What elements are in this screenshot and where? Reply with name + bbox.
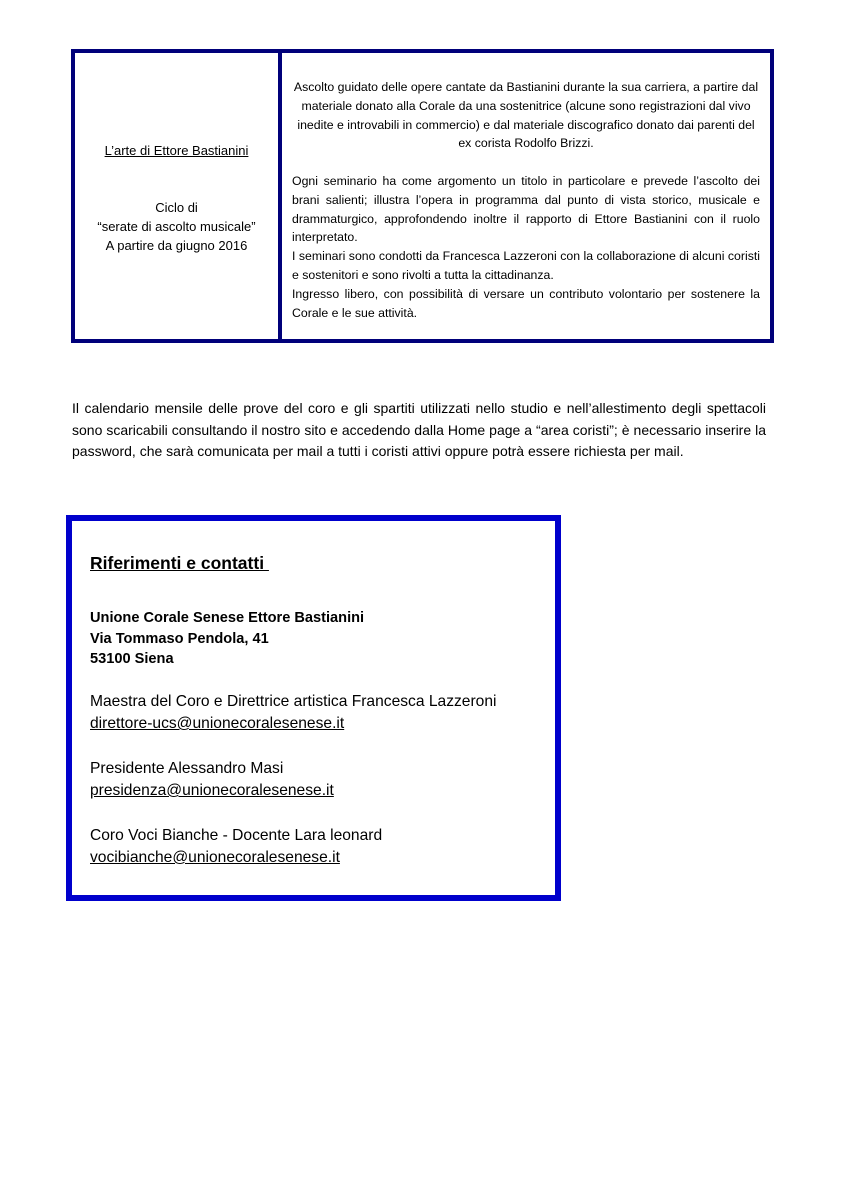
event-description-details: Ingresso libero, con possibilità di versare un contributo volontario per sostenere la Corale e le sue attività. xyxy=(292,286,760,320)
contact-email-link[interactable]: vocibianche@unionecoralesenese.it xyxy=(90,849,340,866)
contact-email-link[interactable]: direttore-ucs@unionecoralesenese.it xyxy=(90,715,345,732)
contact-role: Coro Voci Bianche - Docente Lara leonard xyxy=(90,826,383,844)
contact-children-choir xyxy=(90,825,555,870)
address-line: 53100 Siena xyxy=(90,651,174,667)
event-description-intro: Ascolto guidato delle opere cantate da Bastianini durante la sua carriera, a partire dal materiale donato alla Corale da una sostenitrice (alcune sono registrazioni dal vivo inedite e introvabili in commercio) e dal materiale discografico donato dai parenti del ex corista Rodolfo Brizzi. xyxy=(293,80,759,151)
contact-role: Presidente Alessandro Masi xyxy=(90,759,284,777)
calendar-paragraph: Il calendario mensile delle prove del coro e gli spartiti utilizzati nello studio e nell’allestimento degli spettacoli sono scaricabili consultando il nostro sito e accedendo dalla Home page a “area coristi”; è necessario inserire la password, che sarà comunicata per mail a tutti i coristi attivi oppure potrà essere richiesta per mail. xyxy=(72,400,766,459)
contact-role: Maestra del Coro e Direttrice artistica Francesca Lazzeroni xyxy=(90,692,497,710)
address-line: Unione Corale Senese Ettore Bastianini xyxy=(90,610,365,626)
contacts-box xyxy=(66,515,561,901)
event-subtitle-line: “serate di ascolto musicale” xyxy=(97,219,256,234)
event-description-details: I seminari sono condotti da Francesca Lazzeroni con la collaborazione di alcuni coristi e sostenitori e sono rivolti a tutta la cittadinanza. xyxy=(292,249,760,282)
address-block xyxy=(90,608,555,670)
contacts-heading: Riferimenti e contatti xyxy=(90,553,269,573)
event-subtitle-line: Ciclo di xyxy=(155,200,198,215)
event-subtitle-line: A partire da giugno 2016 xyxy=(105,238,248,253)
event-description-details: Ogni seminario ha come argomento un titolo in particolare e prevede l’ascolto dei brani salienti; illustra l’opera in programma dal punto di vista storico, musicale e drammaturgico, approfondendo inoltre il rapporto di Ettore Bastianini con il ruolo interpretato. xyxy=(292,173,760,245)
contact-director xyxy=(90,691,555,736)
address-line: Via Tommaso Pendola, 41 xyxy=(90,630,269,647)
event-table xyxy=(71,49,774,343)
contact-email-link[interactable]: presidenza@unionecoralesenese.it xyxy=(90,782,334,799)
event-title: L’arte di Ettore Bastianini xyxy=(104,143,249,158)
event-title-cell xyxy=(75,53,282,339)
event-description-cell xyxy=(282,53,770,339)
contact-president xyxy=(90,758,555,803)
